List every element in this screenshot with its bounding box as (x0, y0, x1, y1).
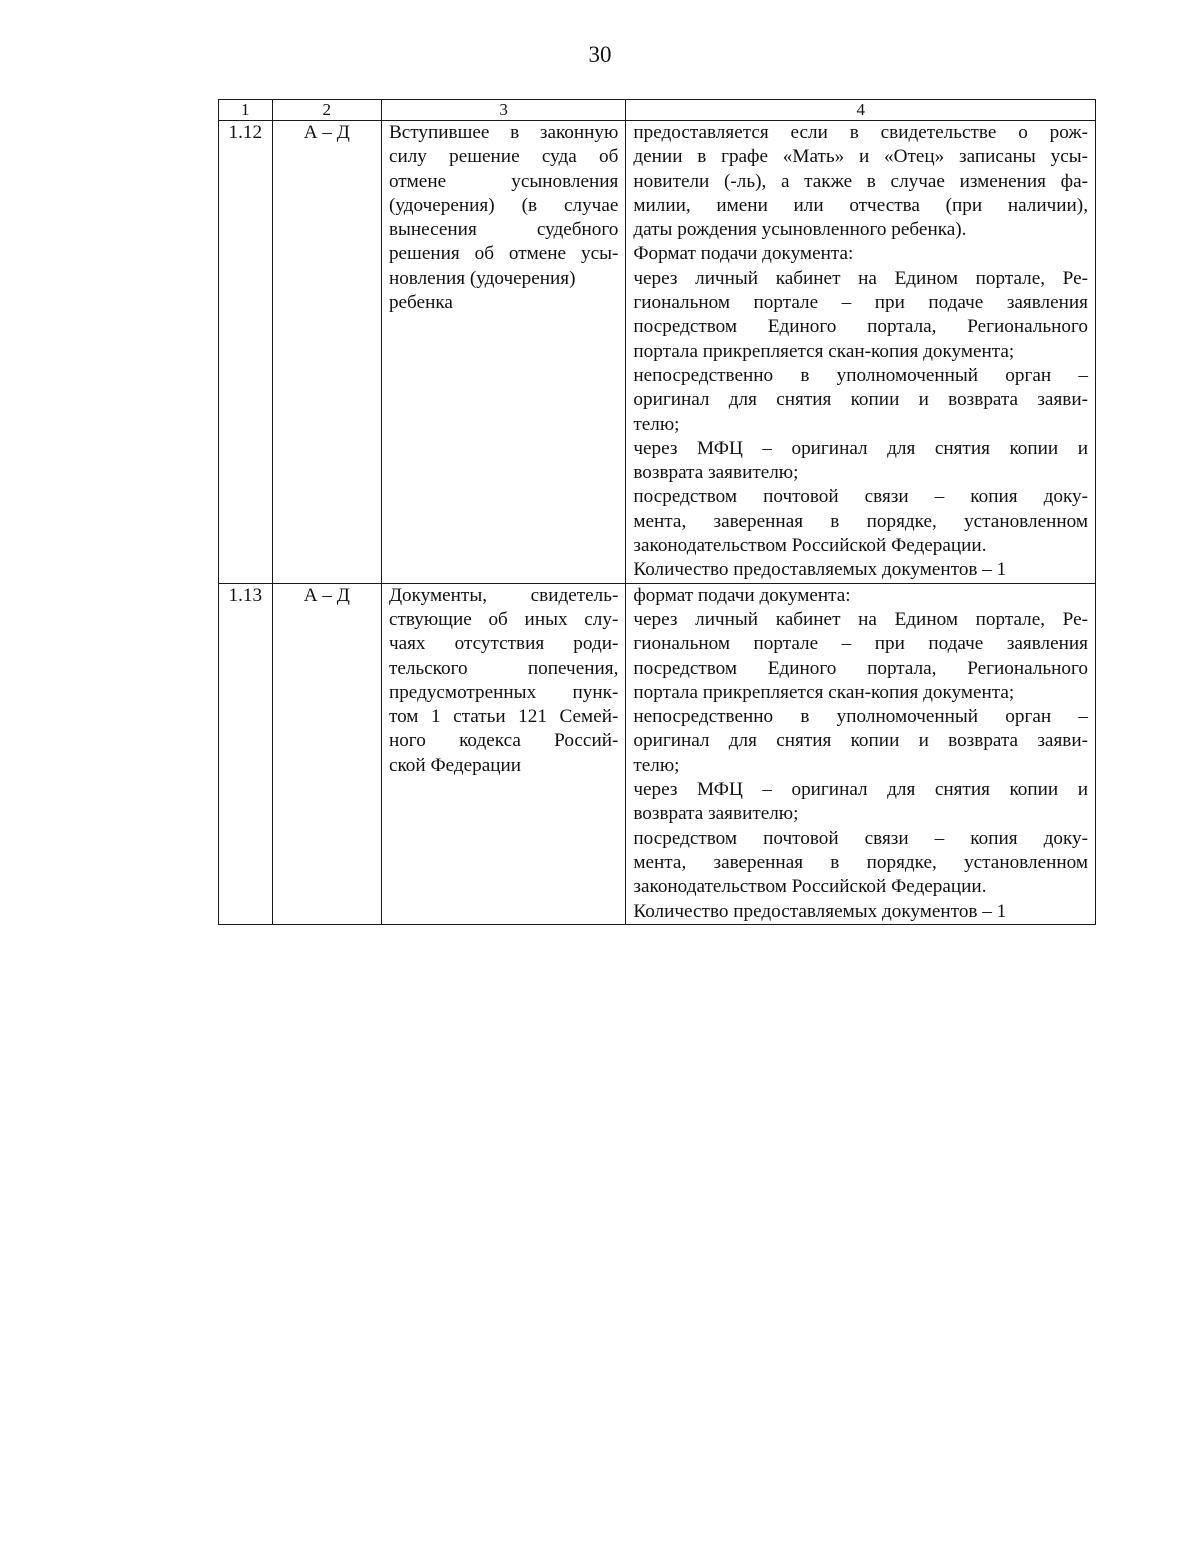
text-line: возврата заявителю; (633, 803, 799, 825)
row-category: А – Д (272, 583, 381, 924)
text-line: непосредственно в уполномоченный орган – (633, 706, 1088, 728)
text-line: ской Федерации (388, 754, 522, 776)
document-name-cell (381, 121, 625, 584)
row-number: 1.12 (219, 121, 273, 584)
text-line: Формат подачи документа: (633, 243, 854, 265)
text-line: решения об отмене усы- (388, 243, 619, 265)
header-cell: 2 (272, 100, 381, 121)
row-number: 1.13 (219, 583, 273, 924)
text-line: гиональном портале – при подаче заявления (633, 633, 1088, 655)
text-line: тельского попечения, (388, 657, 619, 679)
text-line: возврата заявителю; (633, 462, 799, 484)
text-line: законодательством Российской Федерации. (633, 876, 987, 898)
text-line: посредством почтовой связи – копия доку- (633, 827, 1088, 849)
text-line: предусмотренных пунк- (388, 681, 619, 703)
text-line: мента, заверенная в порядке, установленном (633, 851, 1088, 873)
text-line: даты рождения усыновленного ребенка). (633, 219, 967, 241)
header-cell: 4 (626, 100, 1096, 121)
text-line: Количество предоставляемых документов – 1 (633, 900, 1007, 922)
text-line: милии, имени или отчества (при наличии), (633, 194, 1088, 216)
text-line: чаях отсутствия роди- (388, 633, 619, 655)
table-row (219, 583, 1096, 924)
text-line: гиональном портале – при подаче заявления (633, 292, 1088, 314)
text-line: телю; (633, 413, 680, 435)
text-line: через МФЦ – оригинал для снятия копии и (633, 779, 1088, 801)
text-line: Количество предоставляемых документов – 1 (633, 559, 1007, 581)
text-line: оригинал для снятия копии и возврата заяви- (633, 730, 1088, 752)
table-header-row (219, 100, 1096, 121)
text-line: через личный кабинет на Едином портале, Ре- (633, 267, 1088, 289)
text-line: (удочерения) (в случае (388, 194, 619, 216)
text-line: законодательством Российской Федерации. (633, 535, 987, 557)
row-category: А – Д (272, 121, 381, 584)
document-details-cell (626, 121, 1096, 584)
text-line: портала прикрепляется скан-копия документа; (633, 681, 1015, 703)
header-cell: 3 (381, 100, 625, 121)
text-line: ствующие об иных слу- (388, 608, 619, 630)
table-row (219, 121, 1096, 584)
text-line: вынесения судебного (388, 219, 619, 241)
document-name-cell (381, 583, 625, 924)
text-line: посредством почтовой связи – копия доку- (633, 486, 1088, 508)
text-line: дении в графе «Мать» и «Отец» записаны усы- (633, 146, 1088, 168)
text-line: через МФЦ – оригинал для снятия копии и (633, 437, 1088, 459)
page-number: 30 (588, 42, 612, 67)
text-line: Документы, свидетель- (388, 584, 619, 606)
text-line: ребенка (388, 292, 453, 314)
text-line: том 1 статьи 121 Семей- (388, 706, 619, 728)
text-line: телю; (633, 754, 680, 776)
text-line: формат подачи документа: (633, 584, 851, 606)
text-line: оригинал для снятия копии и возврата заяви- (633, 389, 1088, 411)
text-line: предоставляется если в свидетельстве о рож- (633, 122, 1088, 143)
text-line: новители (-ль), а также в случае изменения фа- (633, 170, 1088, 192)
text-line: посредством Единого портала, Регионального (633, 657, 1088, 679)
text-line: силу решение суда об (388, 146, 619, 168)
text-line: новления (удочерения) (388, 267, 576, 289)
text-line: непосредственно в уполномоченный орган – (633, 364, 1088, 386)
requirements-table (218, 99, 1096, 925)
text-line: портала прикрепляется скан-копия документа; (633, 340, 1015, 362)
header-cell: 1 (219, 100, 273, 121)
text-line: посредством Единого портала, Регионального (633, 316, 1088, 338)
text-line: Вступившее в законную (388, 122, 619, 143)
document-details-cell (626, 583, 1096, 924)
text-line: через личный кабинет на Едином портале, Ре- (633, 608, 1088, 630)
text-line: мента, заверенная в порядке, установленном (633, 510, 1088, 532)
text-line: ного кодекса Россий- (388, 730, 619, 752)
text-line: отмене усыновления (388, 170, 619, 192)
